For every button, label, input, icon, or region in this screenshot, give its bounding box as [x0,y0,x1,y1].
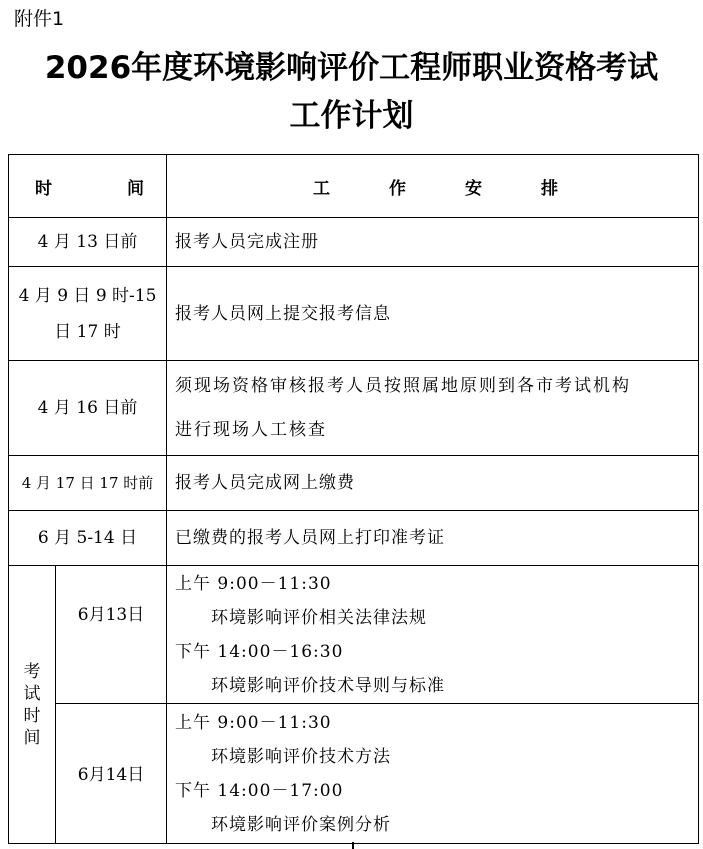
row-time: 4 月 9 日 9 时-15 日 17 时 [9,267,167,361]
page-edge-mark [352,842,354,849]
row-work: 须现场资格审核报考人员按照属地原则到各市考试机构 进行现场人工核查 [167,361,699,456]
table-row [9,361,699,456]
row-work: 报考人员网上提交报考信息 [167,267,699,361]
row-work: 报考人员完成注册 [167,218,699,267]
session-subject: 环境影响评价案例分析 [211,814,391,835]
header-work-char: 安 [465,178,482,199]
exam-date: 6月13日 [56,566,167,704]
table-row [9,456,699,511]
exam-row-day2 [9,704,699,844]
session-time: 下午 14:00－17:00 [175,780,344,801]
exam-row-day1 [9,566,699,704]
table-header-row [9,155,699,218]
header-work-char: 排 [541,178,558,199]
document-title-line2: 工作计划 [289,98,414,134]
row-time: 6 月 5-14 日 [9,511,167,566]
row-work: 报考人员完成网上缴费 [167,456,699,511]
exam-time-label: 考 试 时 间 [9,566,56,844]
session-time: 上午 9:00－11:30 [175,712,332,733]
schedule-table [8,154,699,844]
session-time: 下午 14:00－16:30 [175,641,344,662]
document-title-line1: 2026年度环境影响评价工程师职业资格考试 [44,50,659,86]
session-subject: 环境影响评价相关法律法规 [211,607,427,628]
header-time [9,155,167,218]
row-time: 4 月 13 日前 [9,218,167,267]
row-time: 4 月 16 日前 [9,361,167,456]
header-work-char: 工 [313,178,330,199]
session-subject: 环境影响评价技术导则与标准 [211,675,445,696]
session-time: 上午 9:00－11:30 [175,573,332,594]
table-row [9,267,699,361]
header-time-char: 间 [127,178,144,199]
table-row [9,218,699,267]
row-time: 4 月 17 日 17 时前 [9,456,167,511]
session-subject: 环境影响评价技术方法 [211,746,391,767]
header-work [167,155,699,218]
attachment-label: 附件1 [14,8,65,30]
header-time-char: 时 [35,178,52,199]
header-work-char: 作 [389,178,406,199]
exam-sessions [167,704,699,844]
table-row [9,511,699,566]
row-work: 已缴费的报考人员网上打印准考证 [167,511,699,566]
exam-date: 6月14日 [56,704,167,844]
exam-sessions [167,566,699,704]
